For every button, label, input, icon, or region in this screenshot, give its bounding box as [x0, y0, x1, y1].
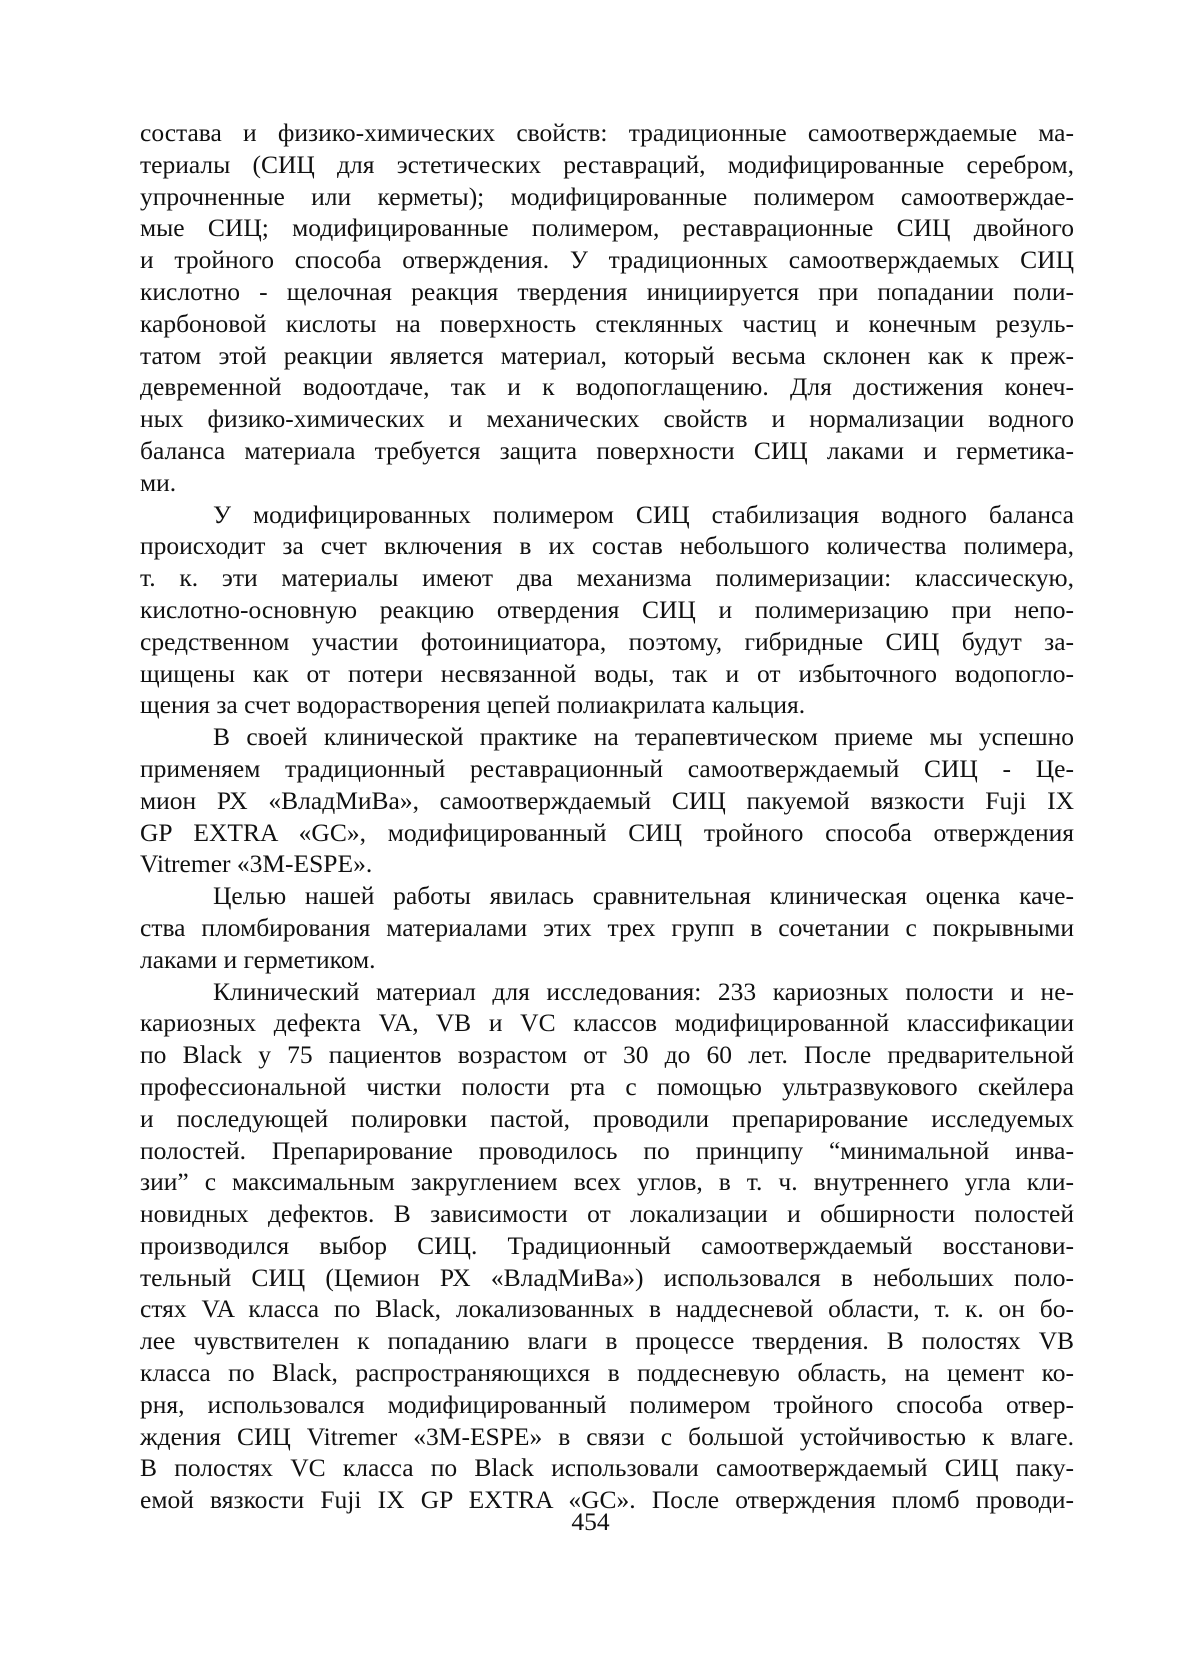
text-line: GP EXTRA «GC», модифицированный СИЦ тройного способа отверждения	[140, 817, 1074, 847]
text-line: щищены как от потери несвязанной воды, так и от избыточного водопогло-	[140, 658, 1074, 688]
text-line: кариозных дефекта VA, VB и VC классов модифицированной классификации	[140, 1008, 1074, 1038]
text-line: ства пломбирования материалами этих трех групп в сочетании с покрывными	[140, 912, 1074, 942]
text-line: по Black у 75 пациентов возрастом от 30 до 60 лет. После предварительной	[140, 1040, 1074, 1070]
text-line: зии” с максимальным закруглением всех углов, в т. ч. внутреннего угла кли-	[140, 1167, 1074, 1197]
text-line: ждения СИЦ Vitremer «3M-ESPE» в связи с большой устойчивостью к влаге.	[140, 1421, 1074, 1451]
text-line: лее чувствителен к попаданию влаги в процессе твердения. В полостях VB	[140, 1326, 1074, 1356]
text-line: тельный СИЦ (Цемион РХ «ВладМиВа») использовался в небольших поло-	[140, 1262, 1074, 1292]
text-line: мион РХ «ВладМиВа», самоотверждаемый СИЦ пакуемой вязкости Fuji IX	[140, 785, 1074, 815]
text-line: рня, использовался модифицированный полимером тройного способа отвер-	[140, 1389, 1074, 1419]
text-line: татом этой реакции является материал, который весьма склонен как к преж-	[140, 340, 1074, 370]
text-line: Vitremer «3M-ESPE».	[140, 849, 373, 879]
text-line: мые СИЦ; модифицированные полимером, реставрационные СИЦ двойного	[140, 213, 1074, 243]
text-line: карбоновой кислоты на поверхность стеклянных частиц и конечным резуль-	[140, 308, 1074, 338]
text-line: ми.	[140, 467, 177, 497]
text-line: стях VA класса по Black, локализованных в наддесневой области, т. к. он бо-	[140, 1294, 1074, 1324]
text-line: новидных дефектов. В зависимости от локализации и обширности полостей	[140, 1199, 1074, 1229]
text-line: В полостях VC класса по Black использовали самоотверждаемый СИЦ паку-	[140, 1453, 1074, 1483]
text-line: применяем традиционный реставрационный самоотверждаемый СИЦ - Це-	[140, 753, 1074, 783]
page-number: 454	[571, 1507, 610, 1536]
text-body	[140, 117, 1074, 1516]
text-line: средственном участии фотоинициатора, поэтому, гибридные СИЦ будут за-	[140, 626, 1074, 656]
text-line: профессиональной чистки полости рта с помощью ультразвукового скейлера	[140, 1071, 1074, 1101]
text-line: щения за счет водорастворения цепей полиакрилата кальция.	[140, 690, 806, 720]
text-line: лаками и герметиком.	[140, 944, 376, 974]
text-line: емой вязкости Fuji IX GP EXTRA «GC». После отверждения пломб проводи-	[140, 1485, 1074, 1515]
text-line: Клинический материал для исследования: 233 кариозных полости и не-	[213, 976, 1074, 1006]
text-line: ных физико-химических и механических свойств и нормализации водного	[140, 404, 1074, 434]
text-line: и тройного способа отверждения. У традиционных самоотверждаемых СИЦ	[140, 245, 1074, 275]
text-line: полостей. Препарирование проводилось по принципу “минимальной инва-	[140, 1135, 1074, 1165]
text-line: баланса материала требуется защита поверхности СИЦ лаками и герметика-	[140, 435, 1074, 465]
text-line: и последующей полировки пастой, проводили препарирование исследуемых	[140, 1103, 1074, 1133]
text-line: девременной водоотдаче, так и к водопоглащению. Для достижения конеч-	[140, 372, 1074, 402]
text-line: класса по Black, распространяющихся в поддесневую область, на цемент ко-	[140, 1358, 1074, 1388]
text-line: производился выбор СИЦ. Традиционный самоотверждаемый восстанови-	[140, 1230, 1074, 1260]
text-line: кислотно - щелочная реакция твердения инициируется при попадании поли-	[140, 276, 1074, 306]
text-line: териалы (СИЦ для эстетических реставраций, модифицированные серебром,	[140, 149, 1074, 179]
text-line: упрочненные или керметы); модифицированные полимером самоотверждае-	[140, 181, 1074, 211]
text-line: У модифицированных полимером СИЦ стабилизация водного баланса	[213, 499, 1074, 529]
text-line: кислотно-основную реакцию отвердения СИЦ и полимеризацию при непо-	[140, 594, 1074, 624]
text-line: состава и физико-химических свойств: традиционные самоотверждаемые ма-	[140, 118, 1074, 147]
text-line: Целью нашей работы явилась сравнительная клиническая оценка каче-	[213, 881, 1074, 911]
text-line: В своей клинической практике на терапевтическом приеме мы успешно	[213, 722, 1074, 752]
text-line: происходит за счет включения в их состав небольшого количества полимера,	[140, 531, 1074, 561]
text-line: т. к. эти материалы имеют два механизма полимеризации: классическую,	[140, 563, 1074, 593]
